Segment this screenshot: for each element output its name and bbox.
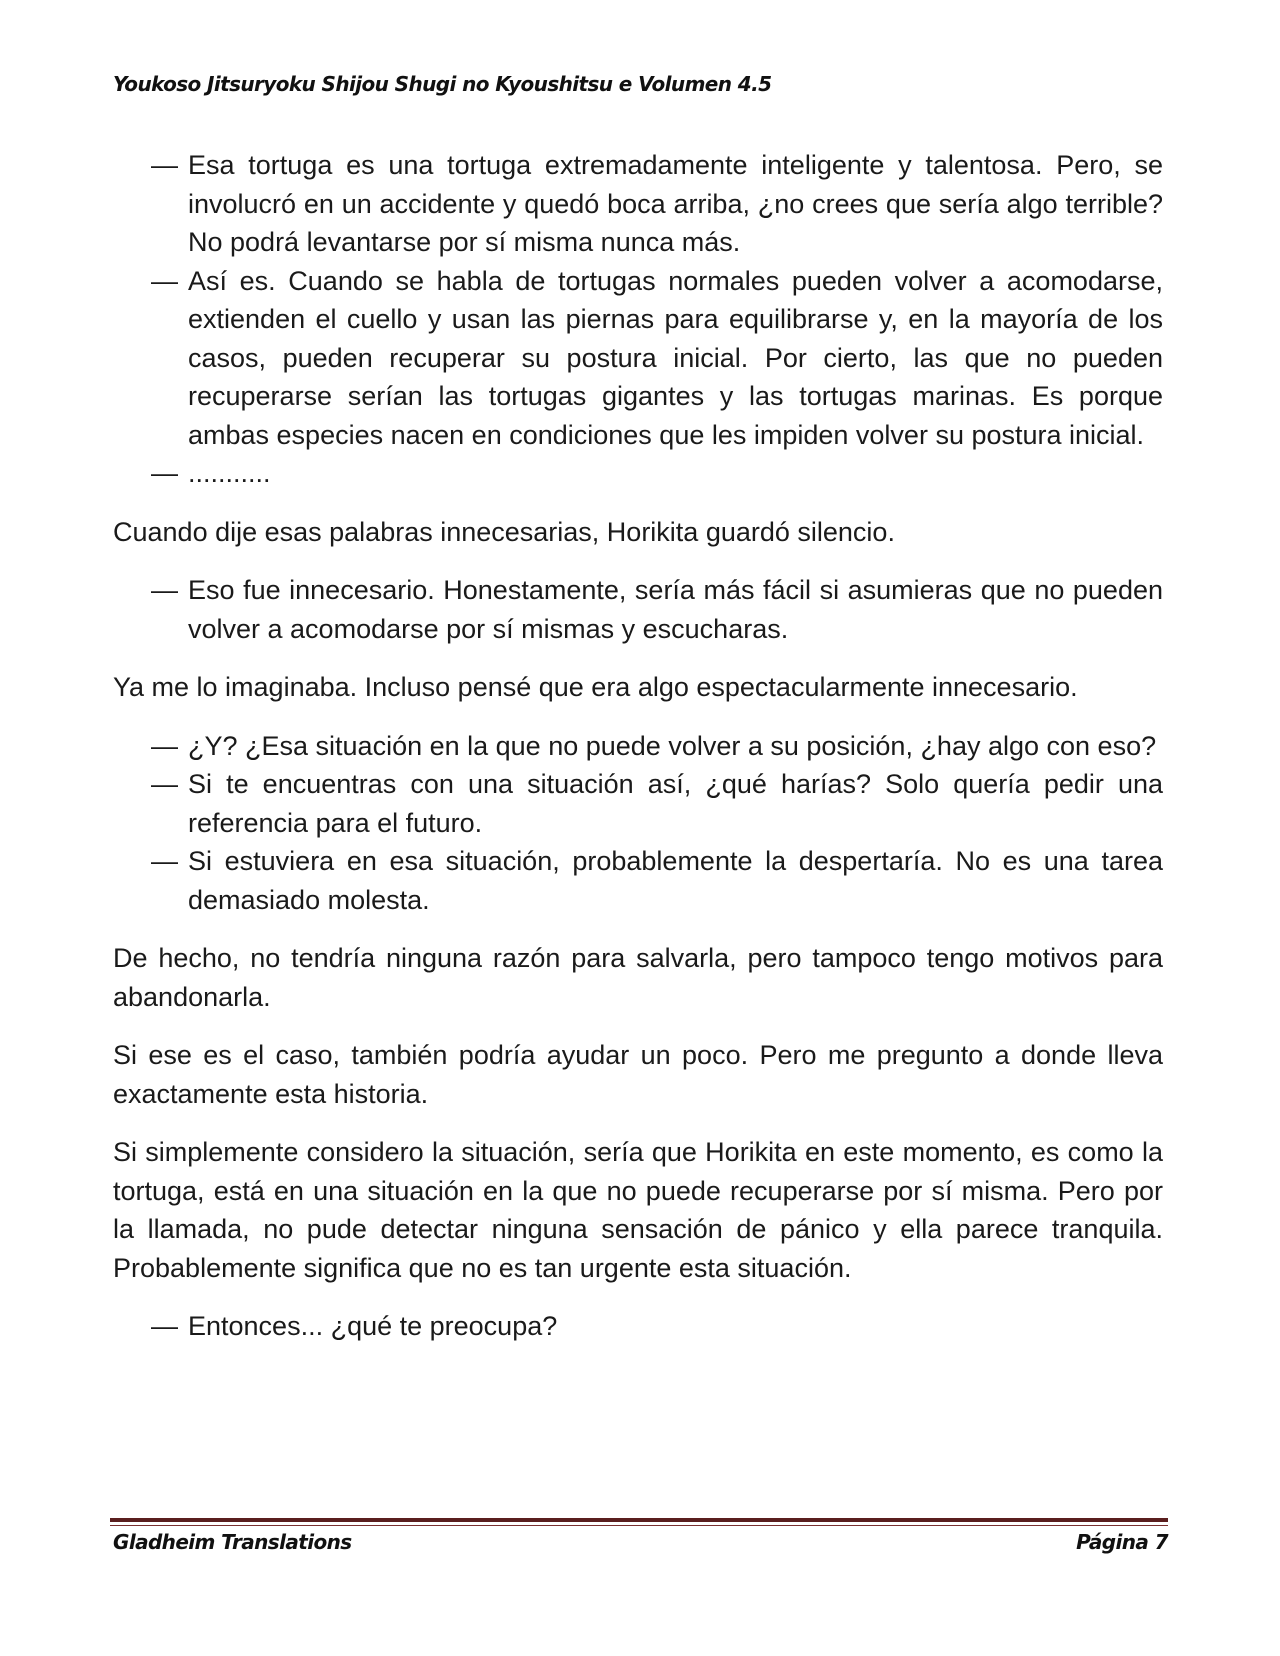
dialogue-line	[113, 1307, 1163, 1346]
dialogue-dash: —	[151, 575, 178, 605]
dialogue-block-3	[113, 727, 1163, 920]
dialogue-line	[113, 454, 1163, 493]
dialogue-block-2	[113, 571, 1163, 648]
narration-paragraph: Si ese es el caso, también podría ayudar un poco. Pero me pregunto a donde lleva exactamente esta historia.	[113, 1040, 1163, 1109]
footer-divider-thick	[110, 1518, 1168, 1522]
dialogue-text: Entonces... ¿qué te preocupa?	[188, 1311, 558, 1341]
dialogue-dash: —	[151, 1311, 178, 1341]
dialogue-line	[113, 727, 1163, 766]
dialogue-text: Si estuviera en esa situación, probablemente la despertaría. No es una tarea demasiado molesta.	[188, 846, 1163, 915]
dialogue-text: Esa tortuga es una tortuga extremadamente inteligente y talentosa. Pero, se involucró en un accidente y quedó boca arriba, ¿no crees que sería algo terrible? No podrá levantarse por sí misma nunca más.	[188, 150, 1163, 257]
dialogue-line	[113, 262, 1163, 455]
page-body	[113, 146, 1163, 1366]
dialogue-dash: —	[151, 846, 178, 876]
dialogue-line	[113, 146, 1163, 262]
dialogue-text: Así es. Cuando se habla de tortugas normales pueden volver a acomodarse, extienden el cuello y usan las piernas para equilibrarse y, en la mayoría de los casos, pueden recuperar su postura inicial. Por cierto, las que no pueden recuperarse serían las tortugas gigantes y las tortugas marinas. Es porque ambas especies nacen en condiciones que les impiden volver su postura inicial.	[188, 265, 1163, 450]
dialogue-text: Si te encuentras con una situación así, ¿qué harías? Solo quería pedir una referencia para el futuro.	[188, 769, 1163, 838]
footer-page-number: Página 7	[1076, 1530, 1168, 1554]
dialogue-line	[113, 842, 1163, 919]
dialogue-dash: —	[151, 458, 178, 488]
narration-paragraph: De hecho, no tendría ninguna razón para salvarla, pero tampoco tengo motivos para abandonarla.	[113, 943, 1163, 1012]
dialogue-dash: —	[151, 150, 178, 180]
narration-paragraph: Si simplemente considero la situación, sería que Horikita en este momento, es como la tortuga, está en una situación en la que no puede recuperarse por sí misma. Pero por la llamada, no pude detectar ninguna sensación de pánico y ella parece tranquila. Probablemente significa que no es tan urgente esta situación.	[113, 1137, 1163, 1283]
dialogue-dash: —	[151, 265, 178, 296]
page-header-title: Youkoso Jitsuryoku Shijou Shugi no Kyoushitsu e Volumen 4.5	[113, 72, 772, 96]
dialogue-text: ...........	[188, 458, 271, 488]
narration-paragraph: Cuando dije esas palabras innecesarias, Horikita guardó silencio.	[113, 516, 895, 547]
dialogue-text: ¿Y? ¿Esa situación en la que no puede volver a su posición, ¿hay algo con eso?	[188, 730, 1157, 761]
footer-divider-thin	[110, 1525, 1168, 1526]
dialogue-block-1	[113, 146, 1163, 493]
dialogue-block-4	[113, 1307, 1163, 1346]
dialogue-line	[113, 571, 1163, 648]
dialogue-dash: —	[151, 769, 178, 799]
footer-translator-name: Gladheim Translations	[113, 1530, 352, 1554]
dialogue-dash: —	[151, 730, 178, 761]
dialogue-text: Eso fue innecesario. Honestamente, sería más fácil si asumieras que no pueden volver a acomodarse por sí mismas y escucharas.	[188, 575, 1163, 644]
narration-paragraph: Ya me lo imaginaba. Incluso pensé que era algo espectacularmente innecesario.	[113, 672, 1078, 702]
dialogue-line	[113, 765, 1163, 842]
